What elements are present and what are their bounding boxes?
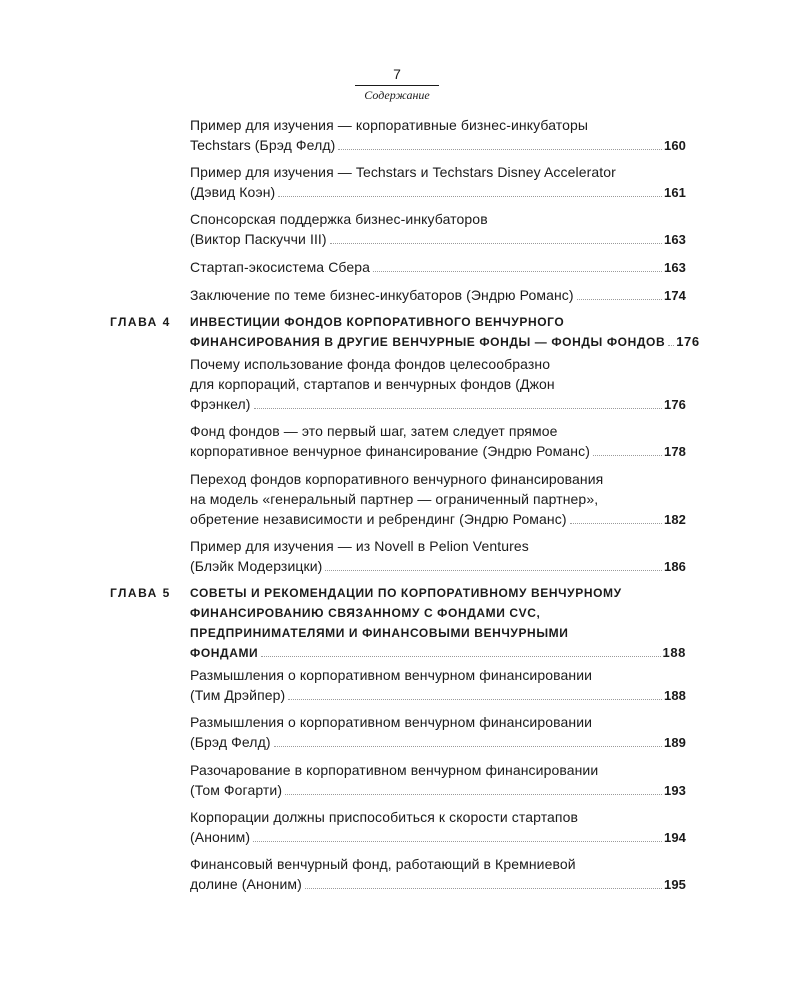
toc-entry-text: Спонсорская поддержка бизнес-инкубаторов xyxy=(190,211,488,227)
toc-entry[interactable] xyxy=(190,209,686,250)
toc-entry-text: Фрэнкел) xyxy=(190,396,251,412)
toc-entry-text: долине (Аноним) xyxy=(190,876,302,892)
toc-page-number: 163 xyxy=(664,260,686,275)
toc-entry[interactable] xyxy=(190,854,686,895)
toc-entry[interactable] xyxy=(190,760,686,801)
header-rule xyxy=(355,85,439,86)
toc-page-number: 176 xyxy=(664,397,686,412)
dot-leader xyxy=(288,699,662,700)
page-header xyxy=(355,66,439,102)
toc-entry[interactable] xyxy=(190,115,686,156)
toc-entry-text: Фонд фондов — это первый шаг, затем следует прямое xyxy=(190,423,558,439)
toc-entry-text: (Дэвид Коэн) xyxy=(190,184,276,200)
toc-entry-text: (Блэйк Модерзицки) xyxy=(190,558,323,574)
chapter-title-text: ПРЕДПРИНИМАТЕЛЯМИ И ФИНАНСОВЫМИ ВЕНЧУРНЫМИ xyxy=(190,626,569,640)
toc-entry[interactable] xyxy=(190,257,686,278)
dot-leader xyxy=(593,455,662,456)
chapter-title[interactable] xyxy=(190,583,686,663)
dot-leader xyxy=(254,408,662,409)
dot-leader xyxy=(577,299,662,300)
toc-entry[interactable] xyxy=(190,421,686,462)
chapter-title-text: ФИНАНСИРОВАНИЮ СВЯЗАННОМУ С ФОНДАМИ CVC, xyxy=(190,606,541,620)
toc-page-number: 188 xyxy=(662,645,686,660)
toc-page-number: 188 xyxy=(664,688,686,703)
dot-leader xyxy=(338,149,662,150)
toc-entry-text: Разочарование в корпоративном венчурном финансировании xyxy=(190,762,599,778)
chapter-label: ГЛАВА 4 xyxy=(110,315,171,329)
toc-entry-text: (Том Фогарти) xyxy=(190,782,283,798)
toc-entry-text: (Тим Дрэйпер) xyxy=(190,687,286,703)
toc-page-number: 186 xyxy=(664,559,686,574)
dot-leader xyxy=(330,243,662,244)
page-number: 7 xyxy=(393,66,401,82)
toc-entry-text: обретение независимости и ребрендинг (Эндрю Романс) xyxy=(190,511,567,527)
toc-entry-text: Стартап-экосистема Сбера xyxy=(190,259,371,275)
toc-entry-text: Заключение по теме бизнес-инкубаторов (Эндрю Романс) xyxy=(190,287,574,303)
running-section-title: Содержание xyxy=(364,88,430,102)
toc-page-number: 176 xyxy=(676,334,700,349)
toc-entry-text: Пример для изучения — Techstars и Techstars Disney Accelerator xyxy=(190,164,616,180)
toc-entry-text: (Брэд Фелд) xyxy=(190,734,271,750)
dot-leader xyxy=(253,841,662,842)
toc-page-number: 195 xyxy=(664,877,686,892)
toc-page-number: 194 xyxy=(664,830,686,845)
toc-page-number: 182 xyxy=(664,512,686,527)
toc-entry-text: Корпорации должны приспособиться к скорости стартапов xyxy=(190,809,579,825)
dot-leader xyxy=(325,570,662,571)
chapter-title-text: СОВЕТЫ И РЕКОМЕНДАЦИИ ПО КОРПОРАТИВНОМУ ВЕНЧУРНОМУ xyxy=(190,586,622,600)
chapter-title-text: ФОНДАМИ xyxy=(190,646,259,660)
toc-entry-text: Почему использование фонда фондов целесообразно xyxy=(190,356,551,372)
toc-entry-text: (Виктор Паскуччи III) xyxy=(190,231,327,247)
toc-entry-text: для корпораций, стартапов и венчурных фондов (Джон xyxy=(190,376,555,392)
toc-entry-text: корпоративное венчурное финансирование (Эндрю Романс) xyxy=(190,443,590,459)
chapter-label: ГЛАВА 5 xyxy=(110,586,171,600)
dot-leader xyxy=(570,523,662,524)
toc-page-number: 163 xyxy=(664,232,686,247)
toc-entry[interactable] xyxy=(190,354,686,415)
chapter-title-text: ИНВЕСТИЦИИ ФОНДОВ КОРПОРАТИВНОГО ВЕНЧУРНОГО xyxy=(190,315,565,329)
toc-entry[interactable] xyxy=(190,536,686,577)
toc-page-number: 161 xyxy=(664,185,686,200)
dot-leader xyxy=(668,345,674,346)
toc-entry-text: (Аноним) xyxy=(190,829,251,845)
toc-entry[interactable] xyxy=(190,807,686,848)
toc-entry[interactable] xyxy=(190,162,686,203)
toc-page-number: 193 xyxy=(664,783,686,798)
chapter-title[interactable] xyxy=(190,312,700,352)
toc-entry-text: Финансовый венчурный фонд, работающий в Кремниевой xyxy=(190,856,576,872)
toc-page-number: 178 xyxy=(664,444,686,459)
dot-leader xyxy=(285,794,662,795)
toc-page-number: 174 xyxy=(664,288,686,303)
toc-entry-text: Переход фондов корпоративного венчурного финансирования xyxy=(190,471,604,487)
toc-entry-text: Размышления о корпоративном венчурном финансировании xyxy=(190,714,593,730)
dot-leader xyxy=(278,196,662,197)
toc-entry[interactable] xyxy=(190,712,686,753)
toc-page-number: 189 xyxy=(664,735,686,750)
toc-entry[interactable] xyxy=(190,665,686,706)
toc-page-number: 160 xyxy=(664,138,686,153)
toc-entry-text: Размышления о корпоративном венчурном финансировании xyxy=(190,667,593,683)
toc-entry-text: Techstars (Брэд Фелд) xyxy=(190,137,336,153)
chapter-title-text: ФИНАНСИРОВАНИЯ В ДРУГИЕ ВЕНЧУРНЫЕ ФОНДЫ — ФОНДЫ ФОНДОВ xyxy=(190,335,666,349)
dot-leader xyxy=(305,888,662,889)
toc-entry-text: Пример для изучения — из Novell в Pelion Ventures xyxy=(190,538,529,554)
dot-leader xyxy=(261,656,660,657)
toc-entry[interactable] xyxy=(190,285,686,306)
toc-entry[interactable] xyxy=(190,469,686,530)
toc-entry-text: Пример для изучения — корпоративные бизнес-инкубаторы xyxy=(190,117,589,133)
dot-leader xyxy=(373,271,662,272)
dot-leader xyxy=(274,746,662,747)
toc-entry-text: на модель «генеральный партнер — ограниченный партнер», xyxy=(190,491,599,507)
